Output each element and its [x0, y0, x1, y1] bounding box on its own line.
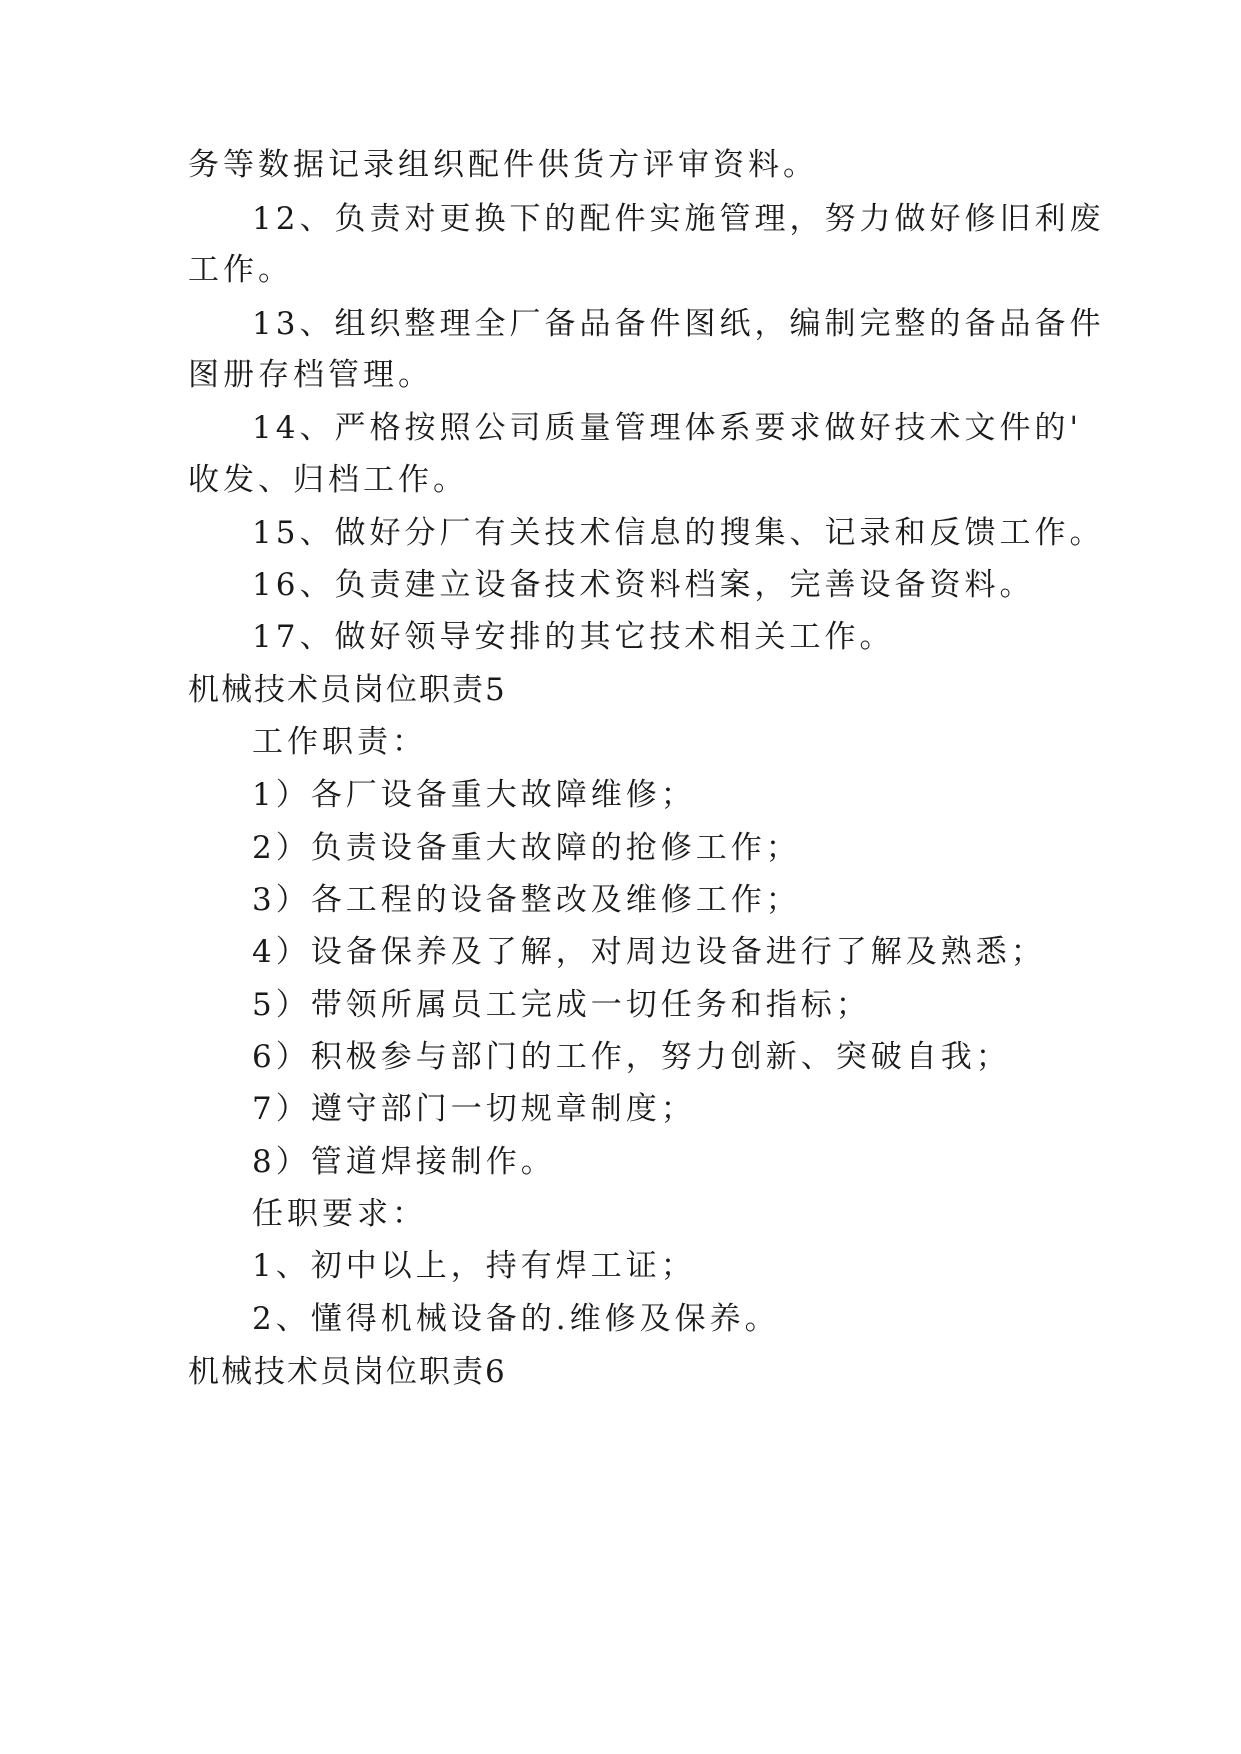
duty-item: 7）遵守部门一切规章制度； [252, 1091, 696, 1127]
item-14-line2: 收发、归档工作。 [188, 462, 468, 498]
requirement-item: 1、初中以上，持有焊工证； [252, 1248, 696, 1284]
item-15: 15、做好分厂有关技术信息的搜集、记录和反馈工作。 [252, 515, 1105, 551]
duty-item: 6）积极参与部门的工作，努力创新、突破自我； [252, 1039, 1011, 1075]
item-13-line2: 图册存档管理。 [188, 357, 433, 393]
item-13-line1: 13、组织整理全厂备品备件图纸，编制完整的备品备件 [252, 306, 1105, 342]
paragraph-continuation: 务等数据记录组织配件供货方评审资料。 [188, 147, 818, 183]
duty-item: 2）负责设备重大故障的抢修工作； [252, 830, 801, 866]
duty-item: 5）带领所属员工完成一切任务和指标； [252, 987, 871, 1023]
duty-item: 3）各工程的设备整改及维修工作； [252, 882, 801, 918]
item-12-line2: 工作。 [188, 252, 293, 288]
requirements-label: 任职要求： [252, 1196, 427, 1232]
item-14-line1: 14、严格按照公司质量管理体系要求做好技术文件的' [252, 410, 1082, 446]
requirement-item: 2、懂得机械设备的.维修及保养。 [252, 1301, 780, 1337]
duty-item: 8）管道焊接制作。 [252, 1144, 556, 1180]
item-17: 17、做好领导安排的其它技术相关工作。 [252, 619, 895, 655]
section-6-title: 机械技术员岗位职责6 [188, 1354, 507, 1390]
duties-label: 工作职责： [252, 724, 427, 760]
duty-item: 1）各厂设备重大故障维修； [252, 777, 696, 813]
item-16: 16、负责建立设备技术资料档案，完善设备资料。 [252, 567, 1035, 603]
section-5-title: 机械技术员岗位职责5 [188, 672, 507, 708]
duty-item: 4）设备保养及了解，对周边设备进行了解及熟悉； [252, 934, 1046, 970]
item-12-line1: 12、负责对更换下的配件实施管理，努力做好修旧利废 [252, 201, 1105, 237]
